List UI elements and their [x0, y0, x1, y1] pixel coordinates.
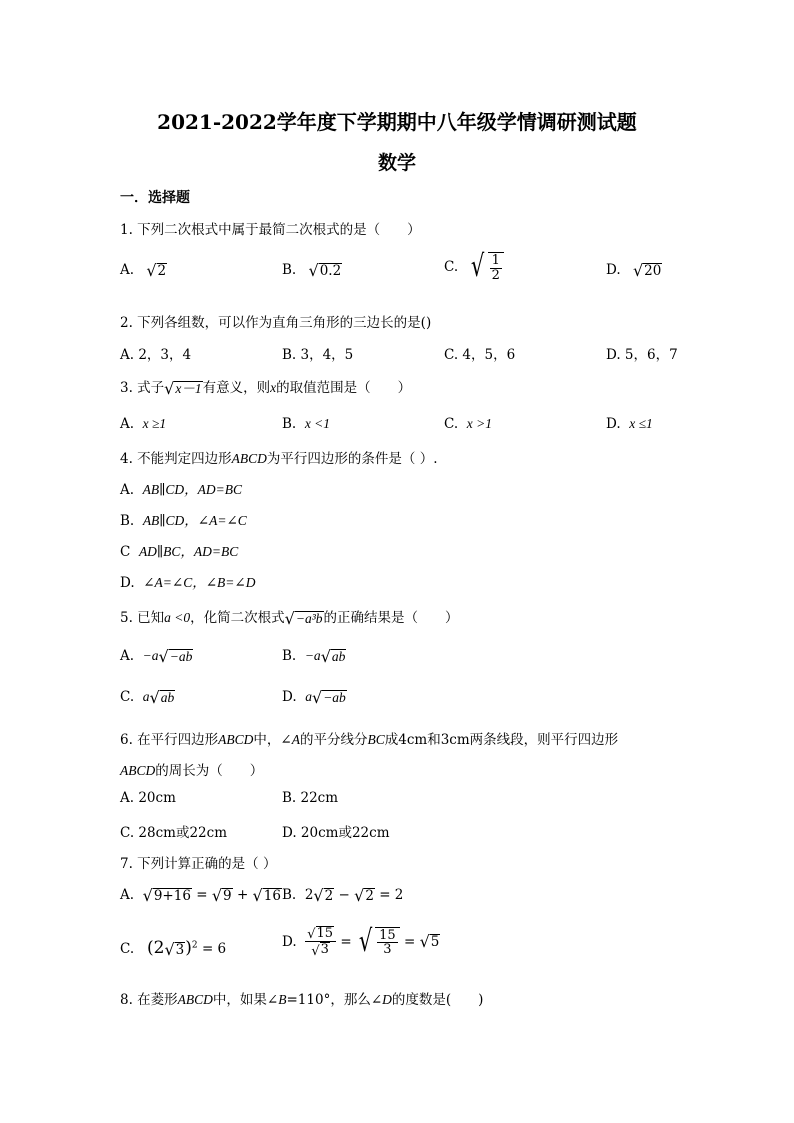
- q1-option-a-label: A.: [120, 262, 135, 278]
- q3-stem-pre: 3. 式子: [120, 380, 165, 396]
- q4-option-a-expr: AB∥CD，AD=BC: [142, 482, 242, 497]
- q7-option-d-eq2: =: [403, 933, 416, 950]
- q6-option-b: B. 22cm: [282, 790, 339, 806]
- q7-option-c-result: = 6: [201, 941, 227, 957]
- q4-option-b: [120, 509, 247, 529]
- q5-option-d-coef: a: [305, 689, 312, 704]
- q5-option-b-coef: −a: [304, 648, 321, 663]
- q5-option-a-coef: −a: [142, 648, 159, 663]
- q7-option-a-label: A.: [120, 887, 135, 903]
- q3-option-d-expr: x ≤1: [629, 416, 653, 431]
- q5-stem-mid: ，化简二次根式: [190, 610, 285, 626]
- q7-option-a-eq: =: [196, 887, 208, 903]
- q5-option-a-label: A.: [120, 648, 135, 664]
- q3-stem-radicand: x－1: [175, 380, 202, 396]
- q7-option-b-label: B.: [282, 887, 297, 903]
- q5-option-c-radicand: ab: [160, 689, 175, 705]
- q8-stem-mid2: =110°，那么∠: [286, 992, 383, 1008]
- q3-option-d: [606, 416, 653, 432]
- q7-option-d: D. √ 15 √ 3 = √ $\frac{15}{3}$ = √ 5: [282, 923, 440, 959]
- q7-option-c-label: C.: [120, 941, 135, 957]
- q7-option-a-radicand1: 9+16: [153, 887, 191, 904]
- q1-option-c-denominator: 2: [491, 267, 500, 283]
- section-heading: 一．选择题: [120, 190, 190, 206]
- q1-option-c-numerator: 1: [491, 253, 500, 268]
- q1-option-a-radicand: 2: [157, 262, 167, 279]
- q7-option-d-eq1: =: [340, 933, 352, 950]
- q4-stem-pre: 4. 不能判定四边形: [120, 451, 232, 467]
- question-6-stem-line1: [120, 728, 618, 748]
- q6-stem-var1: ABCD: [218, 732, 254, 747]
- q6-stem-pre: 6. 在平行四边形: [120, 732, 219, 748]
- q6-option-d: D. 20cm或22cm: [282, 825, 390, 841]
- q7-option-d-denominator: 3: [320, 942, 329, 958]
- q6-stem2-post: 的周长为（ ）: [155, 763, 264, 779]
- q1-option-d-radicand: 20: [644, 262, 662, 279]
- q4-option-b-label: B.: [120, 513, 135, 529]
- q3-stem-post: 的取值范围是（ ）: [276, 380, 412, 396]
- q5-option-a-radicand: −ab: [169, 648, 193, 664]
- q8-stem-pre: 8. 在菱形: [120, 992, 178, 1008]
- q3-stem-mid: 有意义，则: [202, 380, 271, 396]
- q5-option-b-label: B.: [282, 648, 297, 664]
- q7-option-b-result: = 2: [379, 887, 404, 903]
- q7-option-c-radicand: 3: [175, 941, 185, 958]
- q7-option-d-label: D.: [282, 933, 297, 950]
- question-8-stem: [120, 988, 483, 1008]
- q4-option-c-expr: AD∥BC，AD=BC: [138, 544, 239, 559]
- q3-option-a: [120, 416, 166, 432]
- q7-option-b: B. 2 √ 2 − √ 2 = 2: [282, 885, 404, 905]
- q3-option-c-label: C.: [444, 416, 459, 432]
- q4-option-c-label: C: [120, 544, 131, 560]
- q1-option-b: B. √ 0.2: [282, 260, 342, 280]
- q6-stem-post: 成4cm和3cm两条线段，则平行四边形: [384, 732, 619, 748]
- q2-option-c: C. 4，5，6: [444, 347, 516, 363]
- q3-option-c-expr: x >1: [466, 416, 492, 431]
- q1-option-b-radicand: 0.2: [319, 262, 342, 279]
- q7-option-d-fraction-numerator: 15: [379, 927, 396, 943]
- page-title: 2021-2022学年度下学期期中八年级学情调研测试题: [157, 110, 637, 134]
- question-1-stem: 1. 下列二次根式中属于最简二次根式的是（ ）: [120, 222, 421, 238]
- q7-option-b-minus: −: [338, 887, 350, 903]
- q8-stem-var1: ABCD: [177, 992, 213, 1007]
- question-7-stem: 7. 下列计算正确的是（ ）: [120, 856, 277, 872]
- q7-option-c-open: (2: [147, 938, 165, 958]
- page-subtitle: 数学: [377, 152, 416, 174]
- q6-stem-var2: A: [291, 732, 300, 747]
- q5-option-c: C. a √ ab: [120, 687, 175, 707]
- q6-stem-mid1: 中，∠: [253, 732, 292, 748]
- q5-stem-condition: a <0: [164, 610, 191, 625]
- q1-option-c: C. √ $\frac{1}{2}$: [444, 252, 504, 282]
- q5-option-b: B. −a √ ab: [282, 646, 346, 666]
- q7-option-c-exponent: 2: [191, 940, 198, 951]
- q5-option-d-label: D.: [282, 689, 297, 705]
- q7-option-a-radicand2: 9: [223, 887, 232, 904]
- q6-option-c: C. 28cm或22cm: [120, 825, 228, 841]
- q4-option-d-label: D.: [120, 575, 135, 591]
- q5-stem-radicand: −a³b: [295, 610, 323, 626]
- q5-option-a: A. −a √ −ab: [120, 646, 193, 666]
- q7-option-a-radicand3: 16: [263, 887, 281, 904]
- q1-option-b-label: B.: [282, 262, 297, 278]
- q7-option-b-radicand1: 2: [324, 887, 334, 904]
- q3-option-b-label: B.: [282, 416, 297, 432]
- q6-stem2-var: ABCD: [120, 763, 156, 778]
- q3-option-d-label: D.: [606, 416, 621, 432]
- q4-option-d: [120, 571, 255, 591]
- q4-stem-var: ABCD: [231, 451, 267, 466]
- q3-option-c: [444, 416, 492, 432]
- q7-option-c: C. (2 √ 3 )$^2$ = 6: [120, 938, 227, 959]
- q7-option-d-fraction-denominator: 3: [383, 942, 392, 958]
- question-6-stem-line2: [120, 759, 263, 779]
- q3-option-a-label: A.: [120, 416, 135, 432]
- q8-stem-var2: B: [278, 992, 287, 1007]
- q1-option-d: D. √ 20: [606, 260, 662, 280]
- q7-option-b-radicand2: 2: [365, 887, 374, 904]
- q7-option-b-coef: 2: [304, 887, 314, 903]
- q4-option-c: [120, 540, 238, 560]
- q6-stem-var3: BC: [367, 732, 385, 747]
- q3-option-a-expr: x ≥1: [142, 416, 167, 431]
- q6-stem-mid2: 的平分线分: [299, 732, 368, 748]
- q6-option-a: A. 20cm: [120, 790, 176, 806]
- q4-stem-post: 为平行四边形的条件是（ ）.: [266, 451, 438, 467]
- q5-stem-pre: 5. 已知: [120, 610, 165, 626]
- q4-option-a-label: A.: [120, 482, 135, 498]
- q2-option-b: B. 3，4，5: [282, 347, 354, 363]
- q4-option-d-expr: ∠A=∠C，∠B=∠D: [143, 575, 256, 590]
- q7-option-c-close: ): [185, 938, 192, 958]
- q5-option-d-radicand: −ab: [323, 689, 346, 705]
- q7-option-a-plus: +: [236, 887, 249, 903]
- q8-stem-var3: D: [382, 992, 392, 1007]
- q5-option-d: D. a √ −ab: [282, 687, 346, 707]
- q4-option-a: [120, 478, 242, 498]
- q4-option-b-expr: AB∥CD，∠A=∠C: [142, 513, 247, 528]
- q3-option-b: [282, 416, 330, 432]
- q3-option-b-expr: x <1: [304, 416, 331, 431]
- q2-option-a: A. 2，3，4: [120, 347, 192, 363]
- q7-option-d-numerator: 15: [316, 926, 334, 941]
- q5-stem-post: 的正确结果是（ ）: [323, 610, 459, 626]
- q7-option-d-result: 5: [430, 933, 440, 950]
- q1-option-a: A. √ 2: [120, 260, 167, 280]
- question-4-stem: [120, 447, 438, 467]
- q2-option-d: D. 5，6，7: [606, 347, 678, 363]
- q5-option-c-coef: a: [142, 689, 150, 704]
- q5-option-b-radicand: ab: [331, 648, 346, 664]
- q5-option-c-label: C.: [120, 689, 135, 705]
- q1-option-c-label: C.: [444, 259, 459, 276]
- q8-stem-mid1: 中，如果∠: [212, 992, 279, 1008]
- q1-option-d-label: D.: [606, 262, 621, 278]
- question-2-stem: 2. 下列各组数，可以作为直角三角形的三边长的是(): [120, 315, 432, 331]
- question-5-stem: 5. 已知a <0，化简二次根式 √ −a³b 的正确结果是（ ）: [120, 608, 459, 628]
- q8-stem-post: 的度数是( ): [391, 992, 484, 1008]
- q7-option-a: A. √ 9+16 = √ 9 + √ 16: [120, 885, 281, 905]
- question-3-stem: 3. 式子 √ x－1 有意义，则x的取值范围是（ ）: [120, 378, 412, 398]
- q3-stem-var: x: [270, 380, 277, 395]
